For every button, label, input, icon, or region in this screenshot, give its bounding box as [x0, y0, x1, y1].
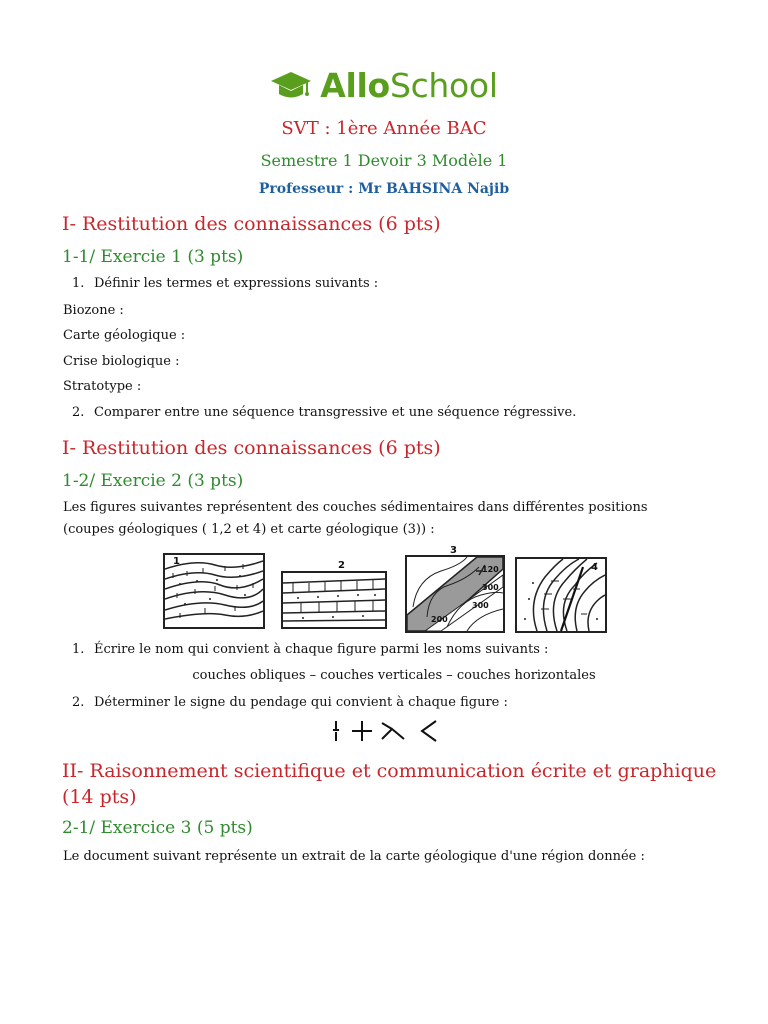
figure-4-label: 4	[591, 562, 598, 573]
section-2-heading	[62, 758, 716, 810]
map-contour-label: 300	[472, 601, 489, 610]
question-text: Déterminer le signe du pendage qui convient à chaque figure :	[94, 695, 508, 710]
exercise-1-question-2	[72, 405, 576, 420]
map-contour-label: 300	[482, 583, 499, 592]
term-carte-geologique: Carte géologique :	[63, 328, 186, 343]
exercise-2-question-2	[72, 695, 508, 710]
question-text: Comparer entre une séquence transgressive et une séquence régressive.	[94, 405, 577, 420]
exercise-1-heading: 1-1/ Exercie 1 (3 pts)	[62, 247, 244, 267]
figure-3-label: 3	[450, 545, 457, 556]
map-contour-label: 200	[431, 615, 448, 624]
dip-symbol-oblique-left	[422, 721, 436, 741]
section-1-heading: I- Restitution des connaissances (6 pts)	[62, 213, 441, 235]
figure-1-oblique-layers	[163, 553, 265, 629]
figure-4-vertical-layers	[515, 557, 607, 633]
exercise-2-heading: 1-2/ Exercie 2 (3 pts)	[62, 471, 244, 491]
figure-2-label: 2	[338, 560, 345, 571]
question-number: 1.	[72, 642, 85, 657]
section-1b-heading: I- Restitution des connaissances (6 pts)	[62, 437, 441, 459]
logo-text-allo: Allo	[320, 66, 390, 105]
alloschool-logo[interactable]	[0, 66, 768, 107]
question-number: 2.	[72, 405, 85, 420]
term-crise-biologique: Crise biologique :	[63, 354, 180, 369]
dip-symbol-oblique-right	[382, 723, 404, 739]
layer-type-choices: couches obliques – couches verticales – couches horizontales	[192, 668, 596, 683]
term-biozone: Biozone :	[63, 303, 124, 318]
question-text: Définir les termes et expressions suivants :	[94, 276, 379, 291]
figure-3-geological-map	[405, 555, 505, 633]
logo-text-school: School	[389, 66, 498, 105]
figure-2-horizontal-layers	[281, 571, 387, 629]
dip-symbol-horizontal	[352, 721, 372, 741]
exercise-3-text: Le document suivant représente un extrait de la carte géologique d'une région donnée :	[63, 849, 645, 864]
question-number: 2.	[72, 695, 85, 710]
exercise-3-heading: 2-1/ Exercice 3 (5 pts)	[62, 818, 253, 838]
document-subtitle: Semestre 1 Devoir 3 Modèle 1	[260, 151, 508, 170]
exercise-2-question-1	[72, 642, 548, 657]
graduation-cap-icon	[270, 69, 312, 103]
exercise-2-intro-line-2: (coupes géologiques ( 1,2 et 4) et carte géologique (3)) :	[63, 522, 435, 537]
question-number: 1.	[72, 276, 85, 291]
dip-symbols	[330, 719, 440, 743]
document-title: SVT : 1ère Année BAC	[281, 118, 487, 139]
question-text: Écrire le nom qui convient à chaque figure parmi les noms suivants :	[94, 642, 549, 657]
professor-name: Professeur : Mr BAHSINA Najib	[258, 181, 510, 197]
section-2-heading-line-1: II- Raisonnement scientifique et communication écrite et graphique	[62, 760, 717, 782]
figure-1-label: 1	[173, 556, 180, 567]
dip-symbol-vertical	[333, 721, 339, 741]
map-contour-label: 120	[482, 565, 499, 574]
section-2-heading-line-2: (14 pts)	[62, 786, 137, 808]
exercise-2-intro-line-1: Les figures suivantes représentent des couches sédimentaires dans différentes positions	[63, 500, 648, 515]
exercise-1-question-1	[72, 276, 378, 291]
term-stratotype: Stratotype :	[63, 379, 142, 394]
